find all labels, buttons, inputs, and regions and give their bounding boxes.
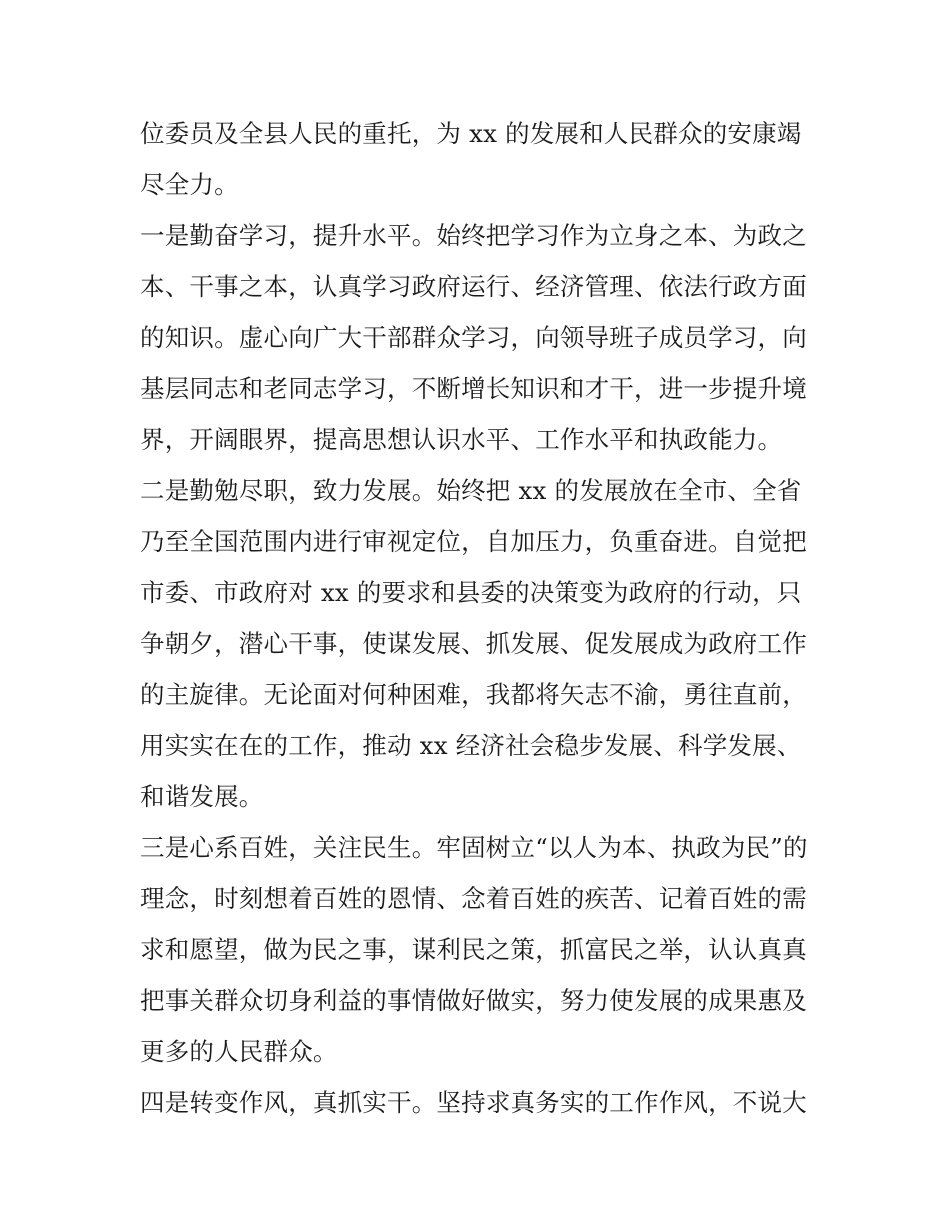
text-line: 更多的人民群众。: [140, 1037, 338, 1066]
text-line: 三是心系百姓，关注民生。牢固树立“以人为本、执政为民”的: [140, 833, 808, 862]
text-line: 一是勤奋学习，提升水平。始终把学习作为立身之本、为政之: [140, 221, 807, 250]
text-line: 用实实在在的工作，推动 xx 经济社会稳步发展、科学发展、: [140, 731, 802, 760]
text-line: 界，开阔眼界，提高思想认识水平、工作水平和执政能力。: [140, 425, 783, 454]
text-line: 二是勤勉尽职，致力发展。始终把 xx 的发展放在全市、全省: [140, 476, 802, 505]
text-line: 理念，时刻想着百姓的恩情、念着百姓的疾苦、记着百姓的需: [140, 884, 807, 913]
text-line: 尽全力。: [140, 170, 239, 199]
text-line: 求和愿望，做为民之事，谋利民之策，抓富民之举，认认真真: [140, 935, 807, 964]
text-line: 的主旋律。无论面对何种困难，我都将矢志不渝，勇往直前，: [140, 680, 807, 709]
text-line: 四是转变作风，真抓实干。坚持求真务实的工作作风，不说大: [140, 1088, 807, 1117]
text-line: 把事关群众切身利益的事情做好做实，努力使发展的成果惠及: [140, 986, 807, 1015]
text-line: 和谐发展。: [140, 782, 264, 811]
text-line: 本、干事之本，认真学习政府运行、经济管理、依法行政方面: [140, 272, 807, 301]
text-line: 基层同志和老同志学习，不断增长知识和才干，进一步提升境: [140, 374, 807, 403]
document-body: [140, 108, 820, 1128]
text-line: 的知识。虚心向广大干部群众学习，向领导班子成员学习，向: [140, 323, 807, 352]
text-line: 争朝夕，潜心干事，使谋发展、抓发展、促发展成为政府工作: [140, 629, 807, 658]
text-line: 位委员及全县人民的重托，为 xx 的发展和人民群众的安康竭: [140, 119, 802, 148]
text-line: 乃至全国范围内进行审视定位，自加压力，负重奋进。自觉把: [140, 527, 807, 556]
text-line: 市委、市政府对 xx 的要求和县委的决策变为政府的行动，只: [140, 578, 802, 607]
